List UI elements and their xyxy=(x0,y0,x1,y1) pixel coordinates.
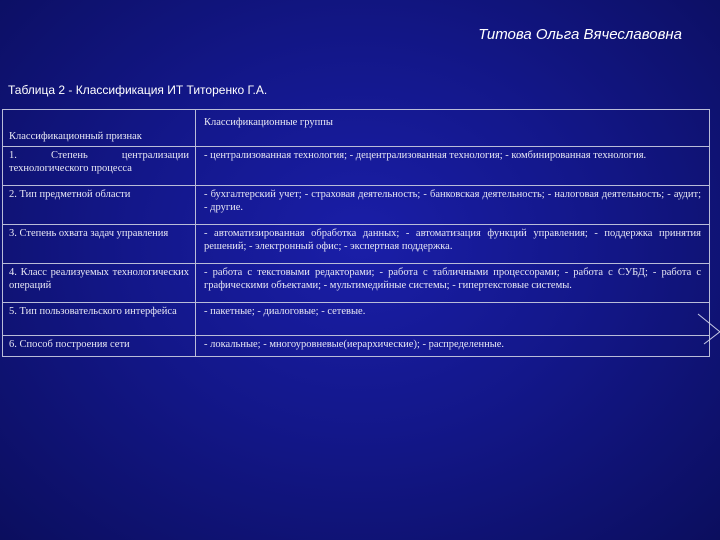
feature-cell: 4. Класс реализуемых технологических операций xyxy=(3,264,196,303)
header-groups-label: Классификационные группы xyxy=(204,117,333,128)
table-row xyxy=(3,186,710,225)
feature-cell: 3. Степень охвата задач управления xyxy=(3,225,196,264)
table-row xyxy=(3,303,710,336)
decorative-line xyxy=(698,314,720,340)
feature-cell: 6. Способ построения сети xyxy=(3,336,196,357)
feature-cell: 1. Степень централизации технологического процесса xyxy=(3,147,196,186)
groups-cell: - централизованная технология; - децентрализованная технология; - комбинированная технология. xyxy=(196,147,710,186)
feature-cell: 2. Тип предметной области xyxy=(3,186,196,225)
table-caption: Таблица 2 - Классификация ИТ Титоренко Г.А. xyxy=(8,83,268,97)
table-row xyxy=(3,225,710,264)
table-row xyxy=(3,336,710,357)
groups-cell: - пакетные; - диалоговые; - сетевые. xyxy=(196,303,710,336)
classification-table xyxy=(2,109,710,357)
groups-cell: - автоматизированная обработка данных; - автоматизация функций управления; - поддержка принятия решений; - электронный офис; - экспертная поддержка. xyxy=(196,225,710,264)
decorative-line xyxy=(704,324,720,344)
header-feature-label: Классификационный признак xyxy=(9,131,142,142)
author-name: Титова Ольга Вячеславовна xyxy=(478,26,682,43)
groups-cell: - бухгалтерский учет; - страховая деятельность; - банковская деятельность; - налоговая деятельность; - аудит; - другие. xyxy=(196,186,710,225)
feature-cell: 5. Тип пользовательского интерфейса xyxy=(3,303,196,336)
decorative-lines xyxy=(690,300,720,360)
header-cell-feature xyxy=(3,110,196,147)
table-row xyxy=(3,147,710,186)
table-row xyxy=(3,264,710,303)
table-header-row xyxy=(3,110,710,147)
groups-cell: - локальные; - многоуровневые(иерархические); - распределенные. xyxy=(196,336,710,357)
groups-cell: - работа с текстовыми редакторами; - работа с табличными процессорами; - работа с СУБД; - работа с графическими объектами; - мультимедийные системы; - гипертекстовые системы. xyxy=(196,264,710,303)
header-cell-groups xyxy=(196,110,710,147)
